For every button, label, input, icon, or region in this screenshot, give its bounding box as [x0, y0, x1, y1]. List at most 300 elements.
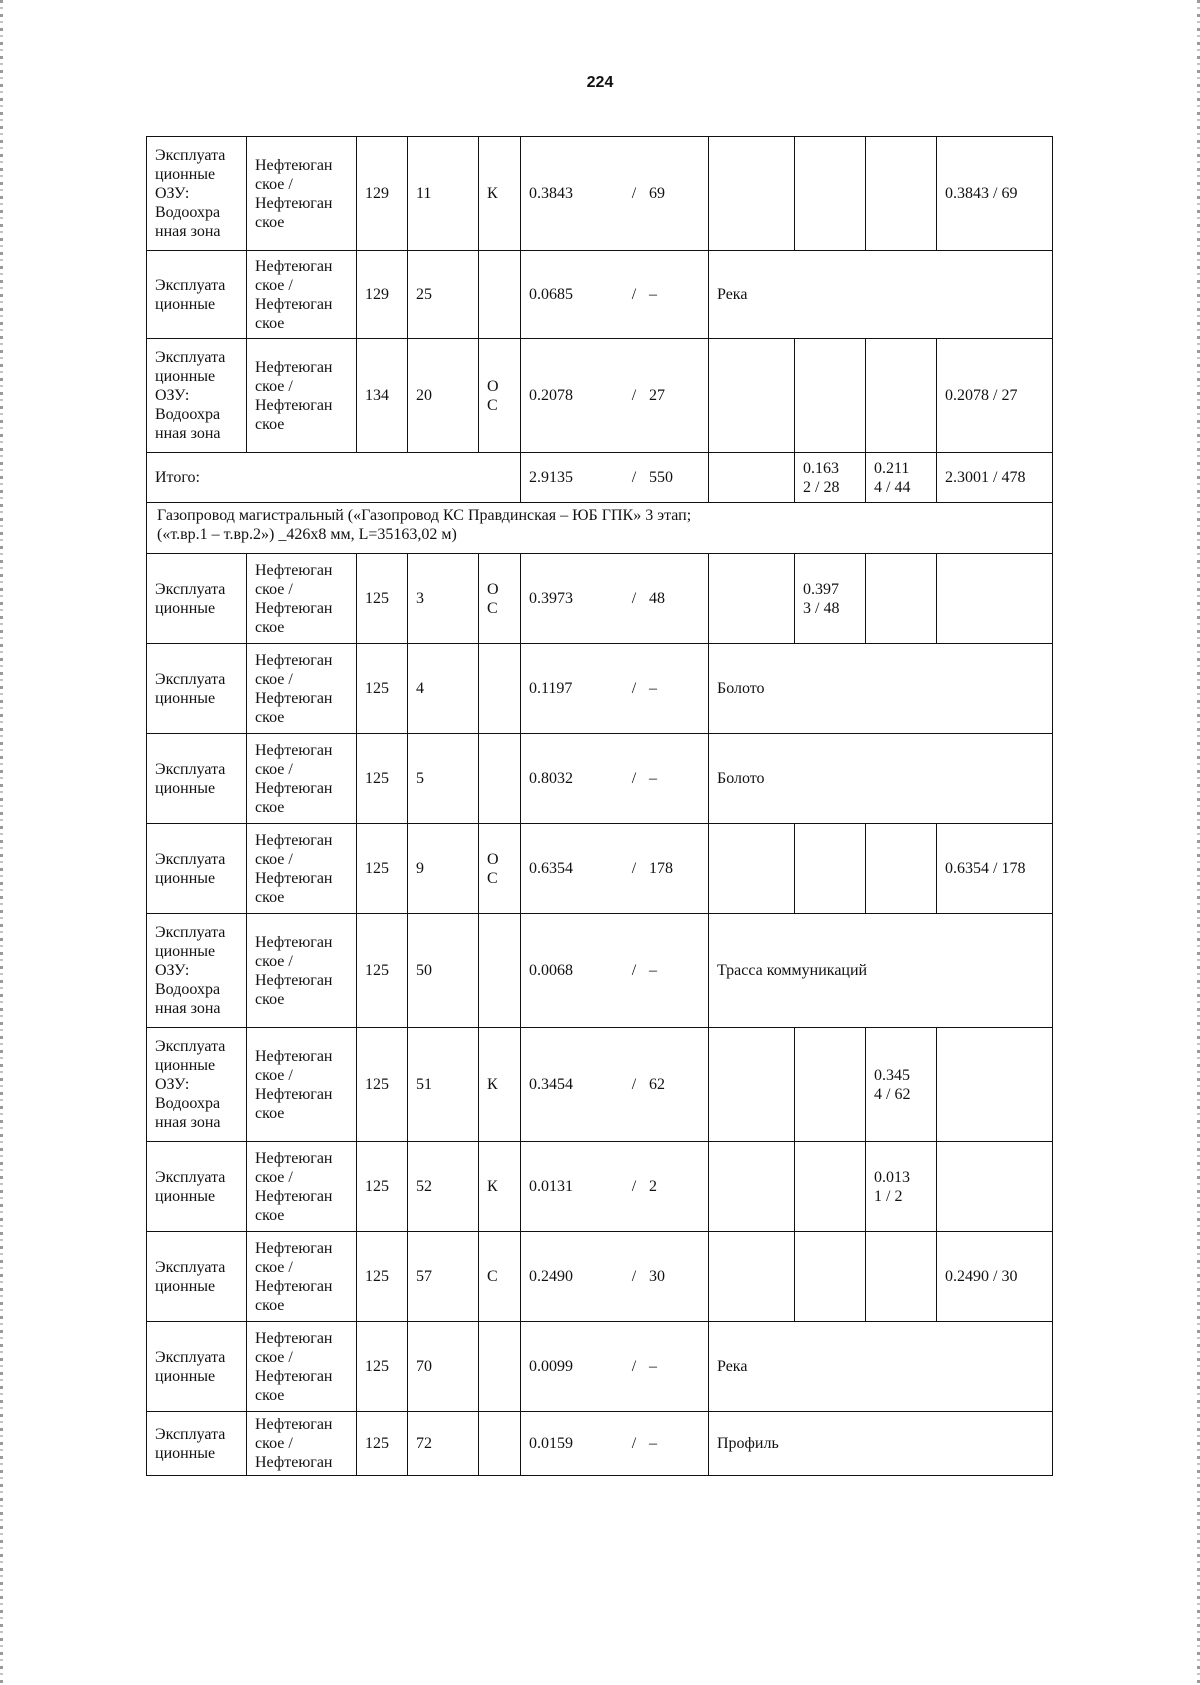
quarter-cell: 125	[357, 734, 408, 824]
section-cell: 5	[408, 734, 479, 824]
cell-line: ционные	[155, 1057, 216, 1074]
area-count: 27	[649, 387, 665, 404]
cell-line: Эксплуата	[155, 670, 226, 688]
forestry-cell	[247, 1142, 357, 1232]
cell-line: О	[487, 580, 499, 598]
code-cell	[479, 554, 521, 644]
page-number: 224	[586, 74, 614, 91]
category-cell	[147, 1412, 247, 1476]
table-row	[147, 1412, 1053, 1476]
cell-line: нная зона	[155, 425, 221, 442]
category-cell	[147, 914, 247, 1028]
forestry-cell	[247, 1232, 357, 1322]
total-cell: 0.2490 / 30	[937, 1232, 1053, 1322]
area-slash: /	[631, 680, 637, 697]
area-cell	[521, 339, 709, 453]
cell-line: О	[487, 850, 499, 868]
section-cell: 52	[408, 1142, 479, 1232]
area-count: 550	[649, 469, 673, 486]
section-cell: 4	[408, 644, 479, 734]
cell-line: ционные	[155, 599, 216, 617]
area-pair	[529, 961, 689, 980]
table-row	[147, 339, 1053, 453]
area-slash: /	[631, 1435, 637, 1452]
section-cell: 57	[408, 1232, 479, 1322]
table-body-total	[147, 453, 1053, 503]
subarea-b-cell	[866, 554, 937, 644]
subarea-a-cell	[795, 1232, 866, 1322]
cell-line: Эксплуата	[155, 1348, 226, 1366]
cell-line: Эксплуата	[155, 580, 226, 598]
quarter-cell: 129	[357, 137, 408, 251]
cell-line: О	[487, 377, 499, 395]
cell-line: ское	[255, 618, 285, 636]
cell-line: ское	[255, 1104, 285, 1122]
forestry-cell	[247, 644, 357, 734]
forestry-cell	[247, 554, 357, 644]
area-cell	[521, 1322, 709, 1412]
cell-line: ское	[255, 990, 285, 1008]
area-cell	[521, 914, 709, 1028]
cell-line: ОЗУ:	[155, 185, 190, 202]
note-cell	[709, 554, 795, 644]
table-row	[147, 251, 1053, 339]
area-pair	[529, 386, 689, 405]
cell-line: («т.вр.1 – т.вр.2») _426х8 мм, L=35163,02 м)	[157, 526, 457, 543]
area-value: 0.2078	[529, 387, 573, 404]
cell-line: ское /	[255, 670, 293, 688]
area-pair	[529, 1075, 689, 1094]
cell-line: ское	[255, 888, 285, 906]
total-cell: 2.3001 / 478	[937, 453, 1053, 503]
subarea-b-cell	[866, 1142, 937, 1232]
cell-line: Нефтеюган	[255, 933, 333, 951]
area-pair	[529, 679, 689, 698]
quarter-cell: 125	[357, 914, 408, 1028]
cell-line: С	[487, 869, 498, 887]
cell-line: Нефтеюган	[255, 1047, 333, 1065]
subarea-a-cell	[795, 453, 866, 503]
cell-line: С	[487, 1268, 498, 1285]
total-cell: 0.2078 / 27	[937, 339, 1053, 453]
note-cell: Река	[709, 1322, 1053, 1412]
cell-line: ское /	[255, 952, 293, 970]
cell-line: С	[487, 599, 498, 617]
note-cell: Река	[709, 251, 1053, 339]
cell-line: ОЗУ:	[155, 962, 190, 979]
cell-line: Нефтеюган	[255, 1454, 333, 1471]
table-row	[147, 1232, 1053, 1322]
cell-line: ское	[255, 1386, 285, 1404]
cell-line: ское	[255, 798, 285, 816]
area-pair	[529, 1177, 689, 1196]
section-header-cell	[147, 503, 1053, 554]
area-cell	[521, 137, 709, 251]
forestry-cell	[247, 824, 357, 914]
area-value: 0.3843	[529, 185, 573, 202]
area-slash: /	[631, 860, 637, 877]
area-pair	[529, 589, 689, 608]
cell-line: ское /	[255, 580, 293, 598]
area-cell	[521, 1232, 709, 1322]
cell-line: Нефтеюган	[255, 869, 333, 887]
section-cell: 9	[408, 824, 479, 914]
area-slash: /	[631, 770, 637, 787]
cell-line: Нефтеюган	[255, 1329, 333, 1347]
cell-line: Эксплуата	[155, 850, 226, 868]
area-count: –	[649, 1435, 657, 1452]
quarter-cell: 125	[357, 1322, 408, 1412]
subarea-b-cell	[866, 339, 937, 453]
subarea-b-cell	[866, 137, 937, 251]
area-value: 0.0685	[529, 286, 573, 303]
area-value: 0.1197	[529, 680, 573, 697]
area-value: 0.0099	[529, 1358, 573, 1375]
cell-line: Эксплуата	[155, 1038, 226, 1055]
area-slash: /	[631, 387, 637, 404]
area-count: –	[649, 770, 657, 787]
cell-line: ционные	[155, 295, 216, 313]
cell-line: Эксплуата	[155, 924, 226, 941]
forestry-cell	[247, 1412, 357, 1476]
area-value: 0.3973	[529, 590, 573, 607]
cell-line: ционные	[155, 779, 216, 797]
cell-line: ское /	[255, 377, 293, 395]
area-count: –	[649, 680, 657, 697]
category-cell	[147, 644, 247, 734]
area-pair	[529, 285, 689, 304]
cell-line: Нефтеюган	[255, 1149, 333, 1167]
note-cell	[709, 137, 795, 251]
subarea-a-cell	[795, 1142, 866, 1232]
table-row	[147, 1028, 1053, 1142]
category-cell	[147, 1232, 247, 1322]
area-cell	[521, 734, 709, 824]
cell-line: Нефтеюган	[255, 689, 333, 707]
category-cell	[147, 734, 247, 824]
area-value: 0.8032	[529, 770, 573, 787]
code-cell	[479, 914, 521, 1028]
category-cell	[147, 1322, 247, 1412]
subarea-a-cell	[795, 339, 866, 453]
cell-line: 0.163	[803, 459, 839, 477]
section-cell: 25	[408, 251, 479, 339]
quarter-cell: 125	[357, 1412, 408, 1476]
area-value: 0.0068	[529, 962, 573, 979]
cell-line: Нефтеюган	[255, 1239, 333, 1257]
section-cell: 50	[408, 914, 479, 1028]
area-value: 0.6354	[529, 860, 573, 877]
area-cell	[521, 824, 709, 914]
quarter-cell: 125	[357, 824, 408, 914]
area-pair	[529, 468, 689, 487]
area-cell	[521, 251, 709, 339]
area-slash: /	[631, 1268, 637, 1285]
cell-line: 2 / 28	[803, 478, 840, 496]
section-cell: 70	[408, 1322, 479, 1412]
area-pair	[529, 769, 689, 788]
section-header-row	[147, 503, 1053, 554]
subarea-a-cell	[795, 824, 866, 914]
quarter-cell: 125	[357, 644, 408, 734]
cell-line: ционные	[155, 166, 216, 183]
cell-line: Эксплуата	[155, 1168, 226, 1186]
code-cell	[479, 1232, 521, 1322]
note-cell	[709, 1142, 795, 1232]
total-cell: 0.6354 / 178	[937, 824, 1053, 914]
cell-line: Эксплуата	[155, 1258, 226, 1276]
code-cell	[479, 734, 521, 824]
cell-line: Нефтеюган	[255, 561, 333, 579]
category-cell	[147, 554, 247, 644]
cell-line: 1 / 2	[874, 1187, 903, 1205]
forestry-cell	[247, 137, 357, 251]
cell-line: ционные	[155, 1367, 216, 1385]
area-value: 0.2490	[529, 1268, 573, 1285]
land-table	[146, 136, 1053, 1476]
code-cell	[479, 1322, 521, 1412]
area-count: 48	[649, 590, 665, 607]
subarea-b-cell	[866, 1232, 937, 1322]
cell-line: 0.397	[803, 580, 839, 598]
cell-line: ское /	[255, 1435, 293, 1452]
area-count: 62	[649, 1076, 665, 1093]
cell-line: ское /	[255, 276, 293, 294]
area-slash: /	[631, 469, 637, 486]
cell-line: ское /	[255, 1168, 293, 1186]
cell-line: ское	[255, 1206, 285, 1224]
total-cell	[937, 1142, 1053, 1232]
total-cell	[937, 554, 1053, 644]
cell-line: К	[487, 1178, 498, 1195]
cell-line: Водоохра	[155, 1095, 221, 1112]
forestry-cell	[247, 734, 357, 824]
cell-line: ское /	[255, 850, 293, 868]
cell-line: К	[487, 1076, 498, 1093]
area-pair	[529, 859, 689, 878]
area-cell	[521, 1028, 709, 1142]
code-cell	[479, 339, 521, 453]
subarea-b-cell	[866, 1028, 937, 1142]
cell-line: Нефтеюган	[255, 971, 333, 989]
area-count: –	[649, 1358, 657, 1375]
area-value: 0.0159	[529, 1435, 573, 1452]
area-count: 2	[649, 1178, 657, 1195]
quarter-cell: 125	[357, 1232, 408, 1322]
forestry-cell	[247, 339, 357, 453]
area-count: 69	[649, 185, 665, 202]
area-slash: /	[631, 962, 637, 979]
area-cell	[521, 1142, 709, 1232]
table-row	[147, 824, 1053, 914]
code-cell	[479, 644, 521, 734]
forestry-cell	[247, 914, 357, 1028]
area-pair	[529, 184, 689, 203]
cell-line: ционные	[155, 1187, 216, 1205]
cell-line: ское	[255, 1296, 285, 1314]
section-cell: 11	[408, 137, 479, 251]
category-cell	[147, 137, 247, 251]
total-cell	[937, 1028, 1053, 1142]
cell-line: ционные	[155, 689, 216, 707]
cell-line: ОЗУ:	[155, 387, 190, 404]
note-cell	[709, 339, 795, 453]
cell-line: Нефтеюган	[255, 1277, 333, 1295]
cell-line: Водоохра	[155, 406, 221, 423]
cell-line: ское /	[255, 1066, 293, 1084]
note-cell: Болото	[709, 734, 1053, 824]
quarter-cell: 125	[357, 554, 408, 644]
cell-line: ское /	[255, 1258, 293, 1276]
category-cell	[147, 824, 247, 914]
cell-line: Эксплуата	[155, 1425, 226, 1443]
cell-line: Водоохра	[155, 981, 221, 998]
cell-line: ционные	[155, 943, 216, 960]
table-row	[147, 137, 1053, 251]
code-cell	[479, 251, 521, 339]
note-cell: Болото	[709, 644, 1053, 734]
area-cell	[521, 1412, 709, 1476]
cell-line: ское	[255, 213, 285, 231]
quarter-cell: 134	[357, 339, 408, 453]
cell-line: Нефтеюган	[255, 651, 333, 669]
section-cell: 51	[408, 1028, 479, 1142]
table-row	[147, 554, 1053, 644]
category-cell	[147, 339, 247, 453]
area-count: –	[649, 286, 657, 303]
code-cell	[479, 1142, 521, 1232]
area-pair	[529, 1434, 689, 1453]
cell-line: Нефтеюган	[255, 779, 333, 797]
cell-line: Нефтеюган	[255, 831, 333, 849]
cell-line: Эксплуата	[155, 349, 226, 366]
cell-line: Эксплуата	[155, 147, 226, 164]
cell-line: Нефтеюган	[255, 295, 333, 313]
cell-line: Эксплуата	[155, 276, 226, 294]
subarea-a-cell	[795, 137, 866, 251]
cell-line: Нефтеюган	[255, 396, 333, 414]
note-cell	[709, 1232, 795, 1322]
area-value: 0.3454	[529, 1076, 573, 1093]
cell-line: нная зона	[155, 1114, 221, 1131]
cell-line: Нефтеюган	[255, 1367, 333, 1385]
quarter-cell: 129	[357, 251, 408, 339]
cell-line: 0.013	[874, 1168, 910, 1186]
category-cell	[147, 1028, 247, 1142]
area-pair	[529, 1267, 689, 1286]
area-value: 2.9135	[529, 469, 573, 486]
total-area-cell	[521, 453, 709, 503]
cell-line: нная зона	[155, 223, 221, 240]
code-cell	[479, 824, 521, 914]
table-body-bottom	[147, 554, 1053, 1476]
cell-line: Эксплуата	[155, 760, 226, 778]
forestry-cell	[247, 251, 357, 339]
area-slash: /	[631, 185, 637, 202]
cell-line: ское /	[255, 1348, 293, 1366]
code-cell	[479, 137, 521, 251]
subarea-a-cell	[795, 554, 866, 644]
cell-line: Нефтеюган	[255, 1085, 333, 1103]
cell-line: Нефтеюган	[255, 358, 333, 376]
note-cell: Трасса коммуникаций	[709, 914, 1053, 1028]
quarter-cell: 125	[357, 1142, 408, 1232]
cell-line: Нефтеюган	[255, 194, 333, 212]
area-slash: /	[631, 1358, 637, 1375]
table-body-top	[147, 137, 1053, 453]
area-count: –	[649, 962, 657, 979]
area-value: 0.0131	[529, 1178, 573, 1195]
table-body-section-header	[147, 503, 1053, 554]
cell-line: Нефтеюган	[255, 156, 333, 174]
cell-line: Нефтеюган	[255, 257, 333, 275]
cell-line: ционные	[155, 869, 216, 887]
cell-line: ское /	[255, 760, 293, 778]
cell-line: Водоохра	[155, 204, 221, 221]
cell-line: Нефтеюган	[255, 741, 333, 759]
cell-line: 3 / 48	[803, 599, 840, 617]
area-cell	[521, 554, 709, 644]
category-cell	[147, 251, 247, 339]
note-cell: Профиль	[709, 1412, 1053, 1476]
cell-line: Нефтеюган	[255, 1187, 333, 1205]
cell-line: ское /	[255, 175, 293, 193]
total-row	[147, 453, 1053, 503]
section-cell: 20	[408, 339, 479, 453]
note-cell	[709, 453, 795, 503]
cell-line: ОЗУ:	[155, 1076, 190, 1093]
table-row	[147, 1322, 1053, 1412]
table-row	[147, 914, 1053, 1028]
area-slash: /	[631, 1178, 637, 1195]
code-cell	[479, 1028, 521, 1142]
table-row	[147, 734, 1053, 824]
total-cell: 0.3843 / 69	[937, 137, 1053, 251]
section-cell: 72	[408, 1412, 479, 1476]
cell-line: Газопровод магистральный («Газопровод КС Правдинская – ЮБ ГПК» 3 этап;	[157, 507, 692, 524]
area-count: 30	[649, 1268, 665, 1285]
category-cell	[147, 1142, 247, 1232]
cell-line: 4 / 62	[874, 1085, 911, 1103]
cell-line: ционные	[155, 368, 216, 385]
cell-line: Нефтеюган	[255, 1416, 333, 1433]
cell-line: С	[487, 396, 498, 414]
quarter-cell: 125	[357, 1028, 408, 1142]
cell-line: нная зона	[155, 1000, 221, 1017]
cell-line: ское	[255, 708, 285, 726]
cell-line: Нефтеюган	[255, 599, 333, 617]
table-row	[147, 1142, 1053, 1232]
note-cell	[709, 1028, 795, 1142]
cell-line: ское	[255, 415, 285, 433]
subarea-b-cell	[866, 453, 937, 503]
scan-edge-left	[0, 0, 3, 1685]
subarea-b-cell	[866, 824, 937, 914]
area-slash: /	[631, 1076, 637, 1093]
cell-line: 4 / 44	[874, 478, 911, 496]
cell-line: ционные	[155, 1444, 216, 1462]
cell-line: 0.211	[874, 459, 910, 477]
table-row	[147, 644, 1053, 734]
area-pair	[529, 1357, 689, 1376]
subarea-a-cell	[795, 1028, 866, 1142]
area-count: 178	[649, 860, 673, 877]
total-label: Итого:	[147, 453, 521, 503]
forestry-cell	[247, 1028, 357, 1142]
area-slash: /	[631, 286, 637, 303]
cell-line: ское	[255, 314, 285, 332]
cell-line: ционные	[155, 1277, 216, 1295]
